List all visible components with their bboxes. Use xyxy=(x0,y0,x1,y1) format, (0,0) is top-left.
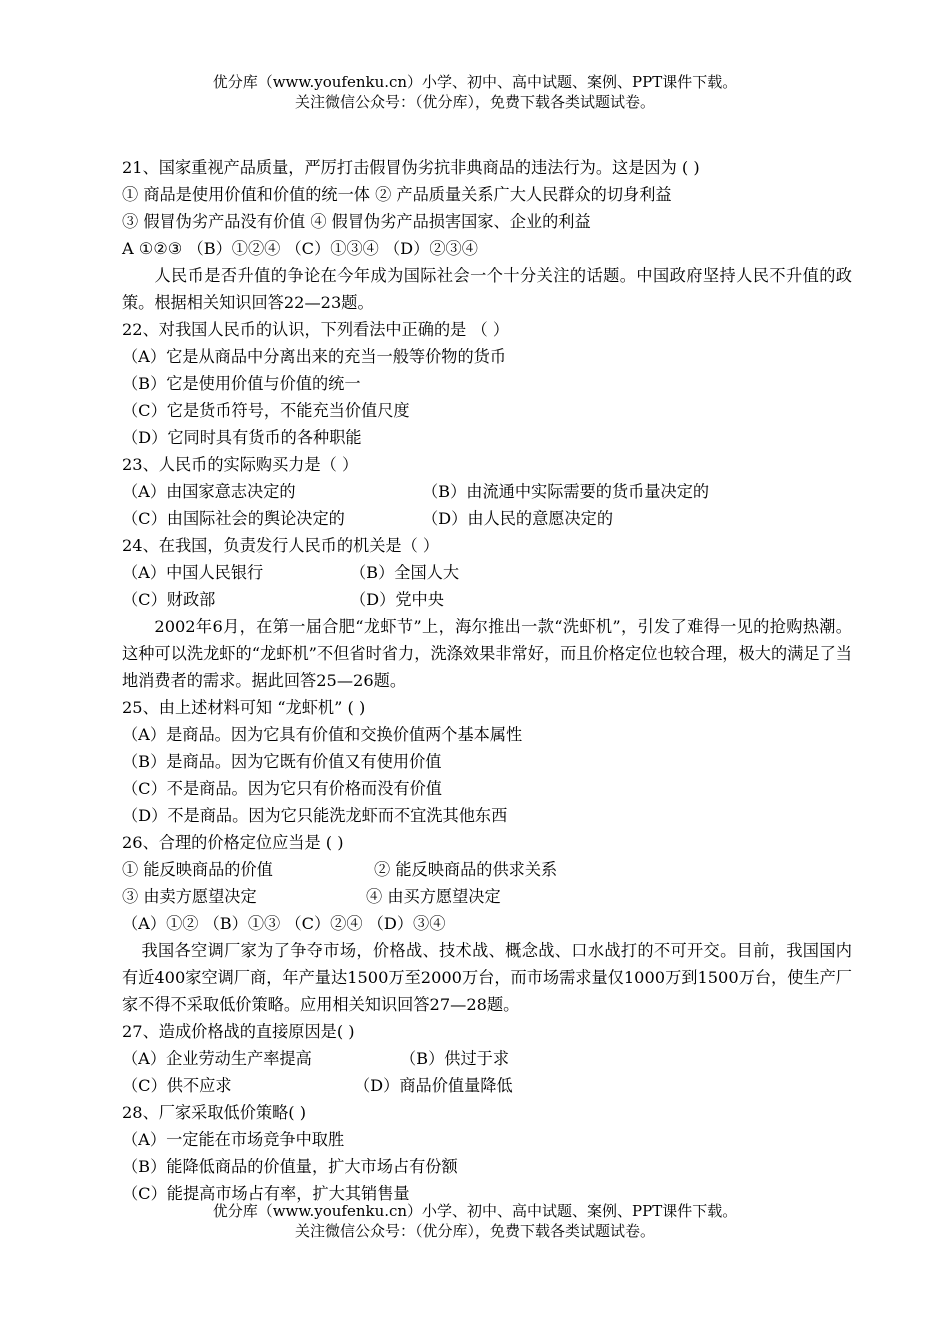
q26-item-2: ② 能反映商品的供求关系 xyxy=(374,860,558,879)
q24-option-d: （D）党中央 xyxy=(350,590,444,609)
q27-option-a: （A）企业劳动生产率提高 xyxy=(122,1049,312,1068)
q21-stem: 21、国家重视产品质量，严厉打击假冒伪劣抗非典商品的违法行为。这是因为 ( ) xyxy=(122,158,700,177)
q24-stem: 24、在我国，负责发行人民币的机关是（ ） xyxy=(122,536,440,555)
q25-option-c: （C）不是商品。因为它只有价格而没有价值 xyxy=(122,779,442,798)
q22-stem: 22、对我国人民币的认识，下列看法中正确的是 （ ） xyxy=(122,320,510,339)
q23-option-c: （C）由国际社会的舆论决定的 xyxy=(122,509,345,528)
q26-item-4: ④ 由买方愿望决定 xyxy=(366,887,501,906)
q23-option-b: （B）由流通中实际需要的货币量决定的 xyxy=(422,482,710,501)
material-2: 2002年6月，在第一届合肥“龙虾节”上，海尔推出一款“洗虾机”，引发了难得一见的抢购热潮。这种可以洗龙虾的“龙虾机”不但省时省力，洗涤效果非常好，而且价格定位也较合理，极大的满足了当地消费者的需求。据此回答25—26题。 xyxy=(122,617,852,690)
q25-option-a: （A）是商品。因为它具有价值和交换价值两个基本属性 xyxy=(122,725,523,744)
q26-options: （A）①② （B）①③ （C）②④ （D）③④ xyxy=(122,914,446,933)
q26-items-row-2 xyxy=(122,883,852,910)
q21-options: A ①②③ （B）①②④ （C）①③④ （D）②③④ xyxy=(122,239,478,258)
q28-option-c: （C）能提高市场占有率，扩大其销售量 xyxy=(122,1184,410,1203)
page-header xyxy=(0,72,950,112)
q25-option-b: （B）是商品。因为它既有价值又有使用价值 xyxy=(122,752,442,771)
q26-stem: 26、合理的价格定位应当是 ( ) xyxy=(122,833,344,852)
q23-option-a: （A）由国家意志决定的 xyxy=(122,482,296,501)
q23-options-row-1 xyxy=(122,478,852,505)
q27-option-b: （B）供过于求 xyxy=(400,1049,510,1068)
footer-line-2: 关注微信公众号：（优分库），免费下载各类试题试卷。 xyxy=(294,1222,655,1240)
q25-option-d: （D）不是商品。因为它只能洗龙虾而不宜洗其他东西 xyxy=(122,806,508,825)
q28-stem: 28、厂家采取低价策略( ) xyxy=(122,1103,307,1122)
q27-options-row-1 xyxy=(122,1045,852,1072)
q26-items-row-1 xyxy=(122,856,852,883)
q24-option-c: （C）财政部 xyxy=(122,590,216,609)
q24-option-b: （B）全国人大 xyxy=(350,563,460,582)
q27-option-d: （D）商品价值量降低 xyxy=(354,1076,513,1095)
page-footer xyxy=(0,1201,950,1241)
material-3: 我国各空调厂家为了争夺市场，价格战、技术战、概念战、口水战打的不可开交。目前，我国国内有近400家空调厂商，年产量达1500万至2000万台，而市场需求量仅1000万到1500万台，使生产厂家不得不采取低价策略。应用相关知识回答27—28题。 xyxy=(122,941,852,1014)
q27-options-row-2 xyxy=(122,1072,852,1099)
q23-options-row-2 xyxy=(122,505,852,532)
footer-line-1: 优分库（www.youfenku.cn）小学、初中、高中试题、案例、PPT课件下载。 xyxy=(212,1202,738,1220)
q24-option-a: （A）中国人民银行 xyxy=(122,563,264,582)
header-line-1: 优分库（www.youfenku.cn）小学、初中、高中试题、案例、PPT课件下载。 xyxy=(212,73,738,91)
q24-options-row-2 xyxy=(122,586,852,613)
q22-option-b: （B）它是使用价值与价值的统一 xyxy=(122,374,361,393)
exam-content xyxy=(122,154,852,1207)
q26-item-1: ① 能反映商品的价值 xyxy=(122,860,273,879)
q21-item-1: ① 商品是使用价值和价值的统一体 ② 产品质量关系广大人民群众的切身利益 xyxy=(122,185,672,204)
q25-stem: 25、由上述材料可知 “龙虾机” ( ) xyxy=(122,698,366,717)
q23-option-d: （D）由人民的意愿决定的 xyxy=(422,509,614,528)
q27-stem: 27、造成价格战的直接原因是( ) xyxy=(122,1022,355,1041)
q22-option-a: （A）它是从商品中分离出来的充当一般等价物的货币 xyxy=(122,347,507,366)
q22-option-d: （D）它同时具有货币的各种职能 xyxy=(122,428,362,447)
q24-options-row-1 xyxy=(122,559,852,586)
material-1: 人民币是否升值的争论在今年成为国际社会一个十分关注的话题。中国政府坚持人民不升值的政策。根据相关知识回答22—23题。 xyxy=(122,266,852,312)
q28-option-a: （A）一定能在市场竞争中取胜 xyxy=(122,1130,345,1149)
q27-option-c: （C）供不应求 xyxy=(122,1076,232,1095)
q28-option-b: （B）能降低商品的价值量，扩大市场占有份额 xyxy=(122,1157,458,1176)
header-line-2: 关注微信公众号：（优分库），免费下载各类试题试卷。 xyxy=(294,93,655,111)
q26-item-3: ③ 由卖方愿望决定 xyxy=(122,887,257,906)
q23-stem: 23、人民币的实际购买力是（ ） xyxy=(122,455,359,474)
q21-item-2: ③ 假冒伪劣产品没有价值 ④ 假冒伪劣产品损害国家、企业的利益 xyxy=(122,212,591,231)
q22-option-c: （C）它是货币符号，不能充当价值尺度 xyxy=(122,401,410,420)
